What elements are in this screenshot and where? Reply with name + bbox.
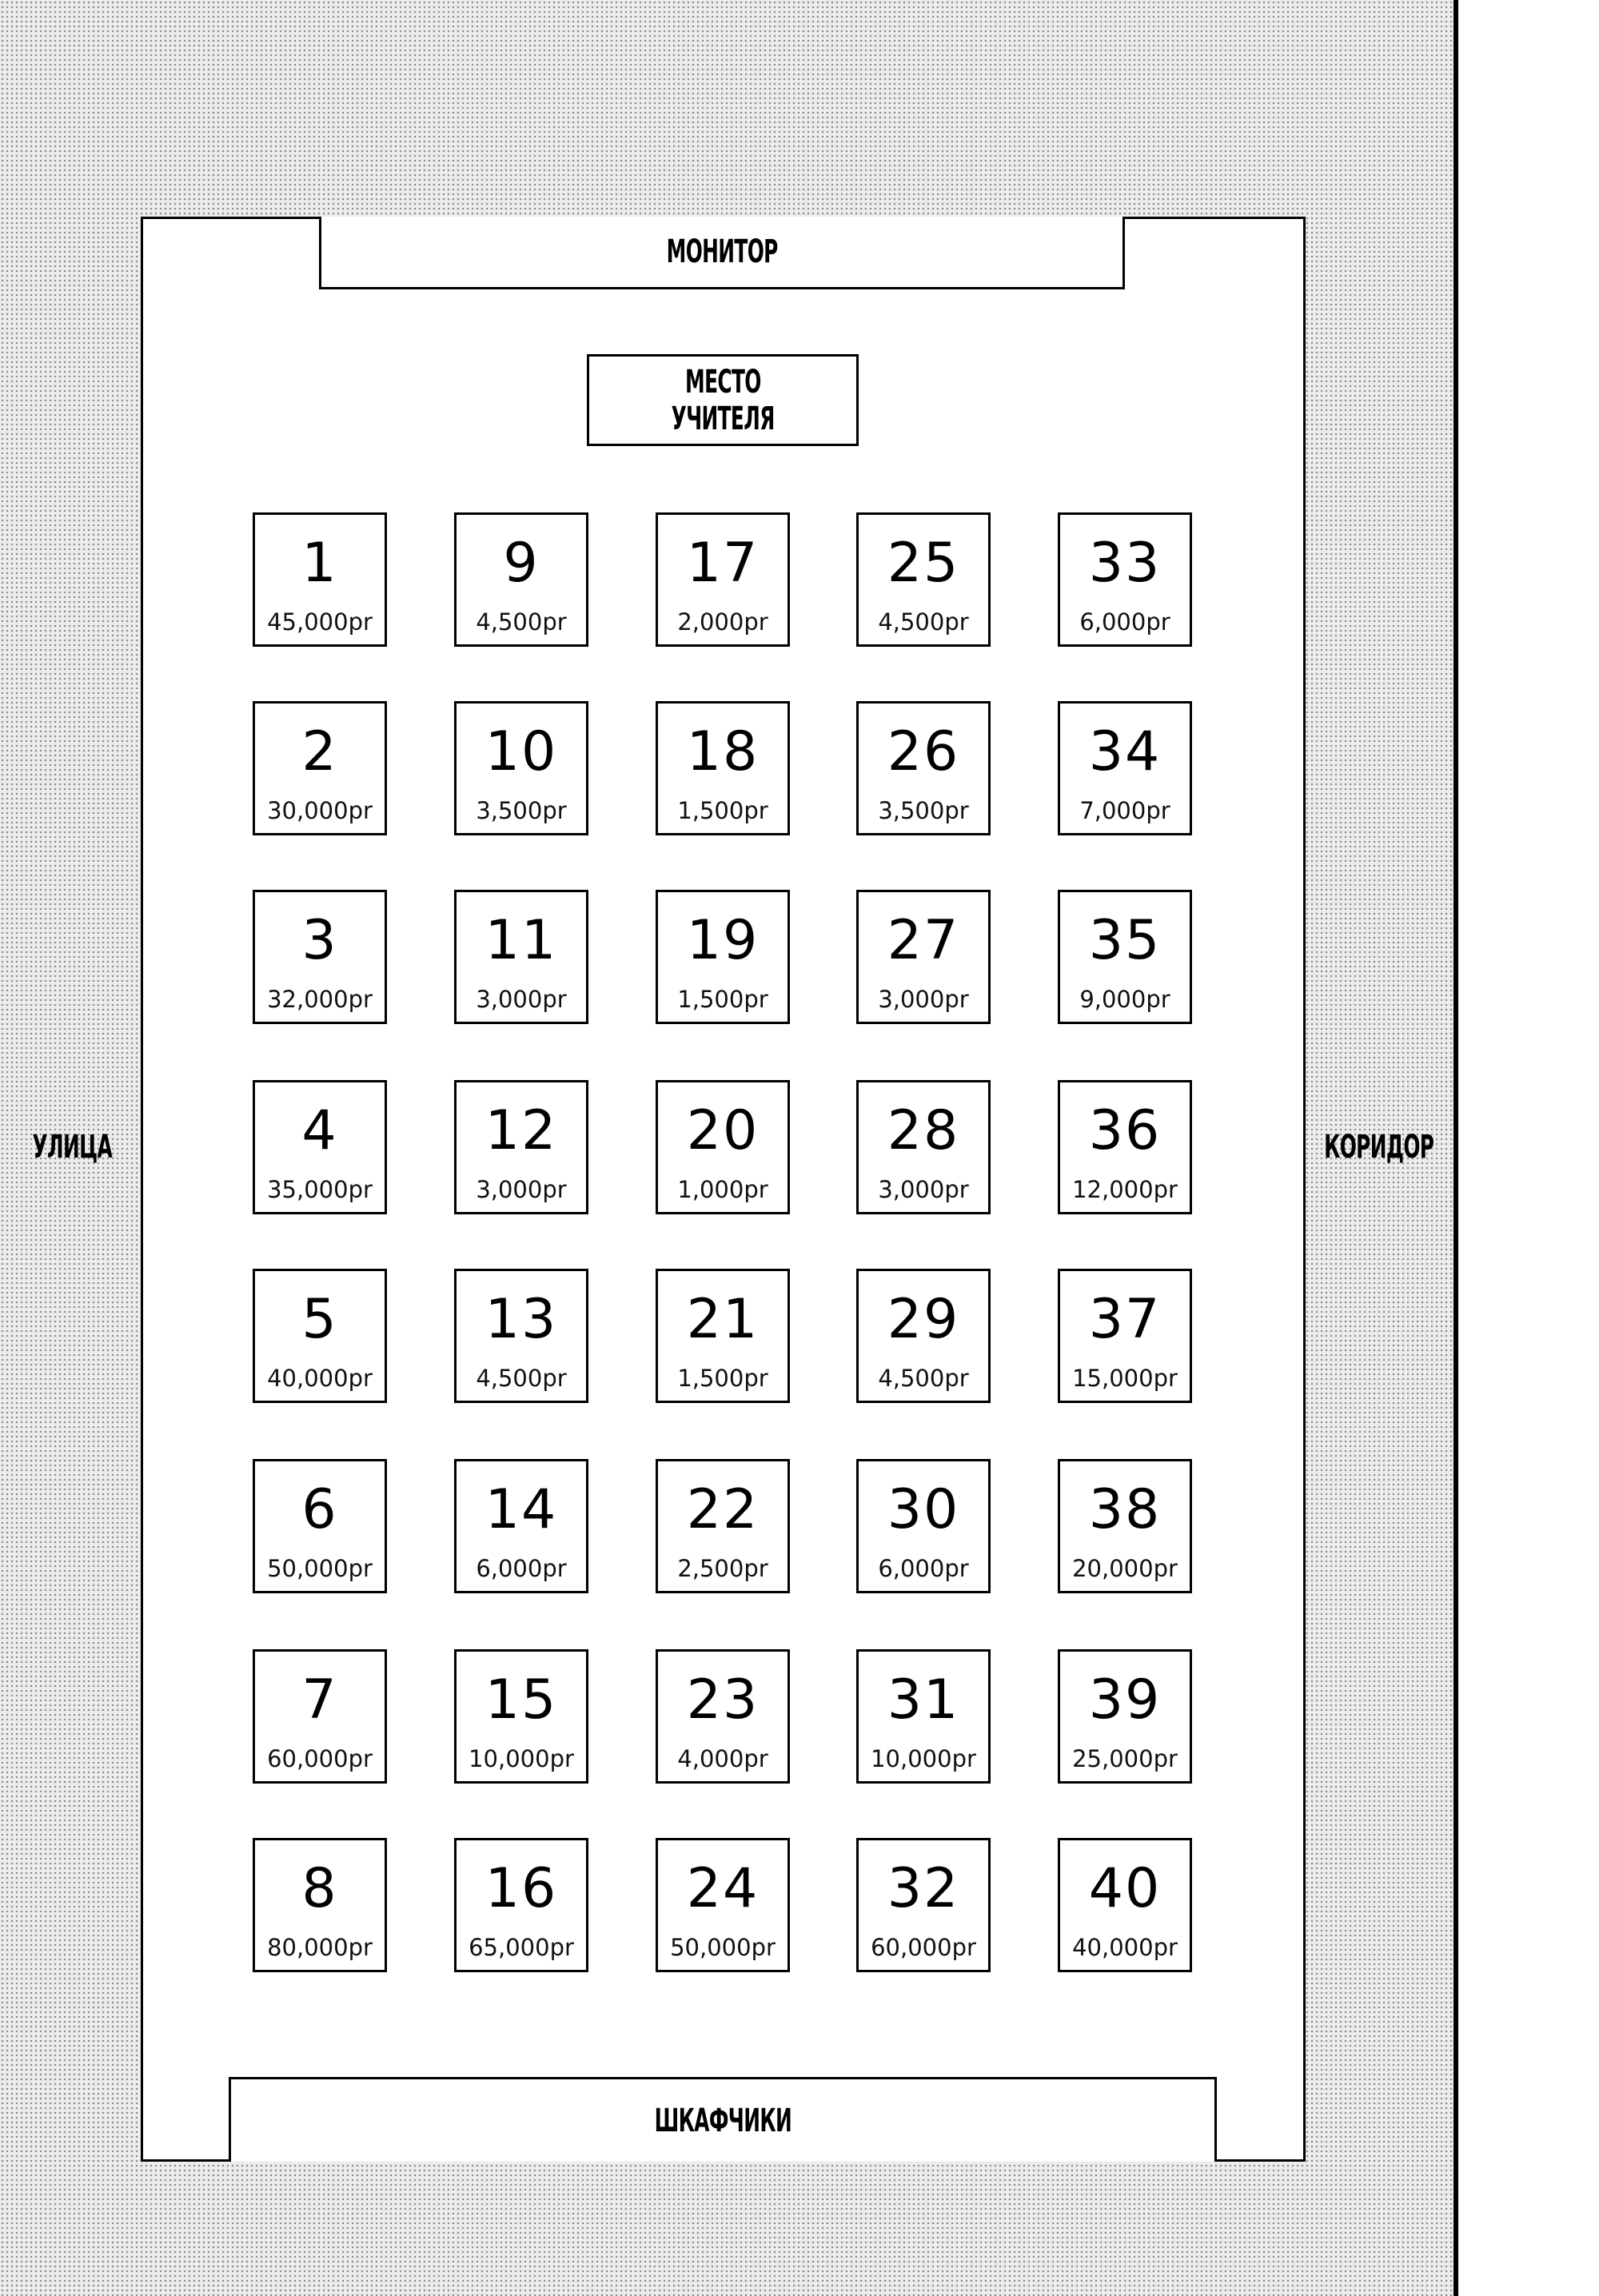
desk-30 — [856, 1459, 991, 1593]
desk-price: 4,000pr — [677, 1745, 768, 1772]
desk-price: 20,000pr — [1072, 1555, 1178, 1582]
right-border-panel — [1453, 0, 1599, 2296]
desk-number: 26 — [887, 720, 960, 783]
street-label: УЛИЦА — [32, 1129, 112, 1166]
desk-38 — [1058, 1459, 1192, 1593]
desk-number: 6 — [301, 1478, 338, 1541]
desk-number: 5 — [301, 1288, 338, 1351]
desk-price: 60,000pr — [267, 1745, 373, 1772]
desk-number: 27 — [887, 909, 960, 972]
desk-number: 16 — [484, 1857, 558, 1920]
desk-32 — [856, 1838, 991, 1972]
desk-number: 38 — [1088, 1478, 1162, 1541]
desk-4 — [253, 1080, 387, 1214]
desk-10 — [454, 701, 588, 835]
desk-9 — [454, 512, 588, 647]
desk-number: 23 — [686, 1668, 760, 1732]
teacher-label-line1: МЕСТО — [684, 363, 761, 401]
desk-price: 4,500pr — [476, 608, 567, 636]
desk-price: 65,000pr — [469, 1934, 574, 1961]
desk-6 — [253, 1459, 387, 1593]
desk-23 — [656, 1649, 790, 1784]
desk-number: 20 — [686, 1099, 760, 1162]
desk-25 — [856, 512, 991, 647]
desk-price: 2,000pr — [677, 608, 768, 636]
desk-price: 10,000pr — [871, 1745, 976, 1772]
desk-number: 32 — [887, 1857, 960, 1920]
desk-number: 29 — [887, 1288, 960, 1351]
desk-36 — [1058, 1080, 1192, 1214]
desk-price: 50,000pr — [267, 1555, 373, 1582]
desk-price: 12,000pr — [1072, 1176, 1178, 1203]
desk-number: 8 — [301, 1857, 338, 1920]
desk-number: 2 — [301, 720, 338, 783]
desk-price: 4,500pr — [476, 1365, 567, 1392]
desk-price: 30,000pr — [267, 797, 373, 824]
desk-number: 17 — [686, 532, 760, 595]
desk-12 — [454, 1080, 588, 1214]
desk-number: 3 — [301, 909, 338, 972]
desk-price: 9,000pr — [1079, 986, 1170, 1013]
desk-number: 35 — [1088, 909, 1162, 972]
desk-price: 3,000pr — [476, 1176, 567, 1203]
desk-2 — [253, 701, 387, 835]
desk-price: 3,500pr — [476, 797, 567, 824]
desk-price: 80,000pr — [267, 1934, 373, 1961]
desk-price: 4,500pr — [878, 608, 969, 636]
desk-37 — [1058, 1269, 1192, 1403]
desk-11 — [454, 890, 588, 1024]
desk-price: 40,000pr — [1072, 1934, 1178, 1961]
desk-number: 28 — [887, 1099, 960, 1162]
desk-price: 3,500pr — [878, 797, 969, 824]
desk-number: 39 — [1088, 1668, 1162, 1732]
desk-26 — [856, 701, 991, 835]
desk-number: 33 — [1088, 532, 1162, 595]
desk-number: 34 — [1088, 720, 1162, 783]
desk-29 — [856, 1269, 991, 1403]
monitor-area — [319, 217, 1125, 289]
desk-21 — [656, 1269, 790, 1403]
desk-price: 45,000pr — [267, 608, 373, 636]
desk-price: 60,000pr — [871, 1934, 976, 1961]
desk-number: 12 — [484, 1099, 558, 1162]
desk-number: 13 — [484, 1288, 558, 1351]
desk-19 — [656, 890, 790, 1024]
desk-number: 25 — [887, 532, 960, 595]
desk-number: 24 — [686, 1857, 760, 1920]
desk-24 — [656, 1838, 790, 1972]
desk-price: 15,000pr — [1072, 1365, 1178, 1392]
desk-number: 11 — [484, 909, 558, 972]
desk-27 — [856, 890, 991, 1024]
desk-number: 31 — [887, 1668, 960, 1732]
desk-number: 19 — [686, 909, 760, 972]
desk-number: 10 — [484, 720, 558, 783]
desk-price: 7,000pr — [1079, 797, 1170, 824]
desk-39 — [1058, 1649, 1192, 1784]
street-side — [8, 1123, 136, 1171]
desk-price: 35,000pr — [267, 1176, 373, 1203]
desk-number: 18 — [686, 720, 760, 783]
desk-number: 4 — [301, 1099, 338, 1162]
desk-price: 6,000pr — [476, 1555, 567, 1582]
desk-price: 50,000pr — [670, 1934, 776, 1961]
teacher-desk — [587, 354, 859, 446]
desk-price: 3,000pr — [878, 1176, 969, 1203]
desk-7 — [253, 1649, 387, 1784]
desk-3 — [253, 890, 387, 1024]
desk-price: 40,000pr — [267, 1365, 373, 1392]
desk-22 — [656, 1459, 790, 1593]
desk-number: 1 — [301, 532, 338, 595]
desk-number: 14 — [484, 1478, 558, 1541]
lockers-area — [229, 2077, 1217, 2162]
desk-17 — [656, 512, 790, 647]
desk-price: 1,000pr — [677, 1176, 768, 1203]
desk-13 — [454, 1269, 588, 1403]
desk-price: 6,000pr — [878, 1555, 969, 1582]
desk-price: 32,000pr — [267, 986, 373, 1013]
desk-1 — [253, 512, 387, 647]
desk-8 — [253, 1838, 387, 1972]
desk-number: 36 — [1088, 1099, 1162, 1162]
desk-number: 7 — [301, 1668, 338, 1732]
desk-number: 9 — [503, 532, 540, 595]
desk-price: 4,500pr — [878, 1365, 969, 1392]
desk-number: 22 — [686, 1478, 760, 1541]
desk-20 — [656, 1080, 790, 1214]
desk-price: 6,000pr — [1079, 608, 1170, 636]
desk-price: 1,500pr — [677, 797, 768, 824]
lockers-label: ШКАФЧИКИ — [654, 2102, 792, 2139]
desk-price: 1,500pr — [677, 1365, 768, 1392]
teacher-label-line2: УЧИТЕЛЯ — [671, 400, 775, 437]
desk-price: 1,500pr — [677, 986, 768, 1013]
corridor-label: КОРИДОР — [1324, 1129, 1434, 1166]
desk-31 — [856, 1649, 991, 1784]
desk-price: 2,500pr — [677, 1555, 768, 1582]
desk-price: 10,000pr — [469, 1745, 574, 1772]
desk-18 — [656, 701, 790, 835]
desk-price: 3,000pr — [878, 986, 969, 1013]
corridor-side — [1311, 1123, 1447, 1171]
desk-number: 15 — [484, 1668, 558, 1732]
desk-33 — [1058, 512, 1192, 647]
desk-34 — [1058, 701, 1192, 835]
desk-number: 40 — [1088, 1857, 1162, 1920]
desk-number: 21 — [686, 1288, 760, 1351]
desk-40 — [1058, 1838, 1192, 1972]
desk-14 — [454, 1459, 588, 1593]
monitor-label: МОНИТОР — [666, 233, 778, 270]
desk-price: 25,000pr — [1072, 1745, 1178, 1772]
desk-28 — [856, 1080, 991, 1214]
desk-price: 3,000pr — [476, 986, 567, 1013]
desk-number: 37 — [1088, 1288, 1162, 1351]
desk-5 — [253, 1269, 387, 1403]
desk-16 — [454, 1838, 588, 1972]
desk-number: 30 — [887, 1478, 960, 1541]
desk-35 — [1058, 890, 1192, 1024]
desk-15 — [454, 1649, 588, 1784]
